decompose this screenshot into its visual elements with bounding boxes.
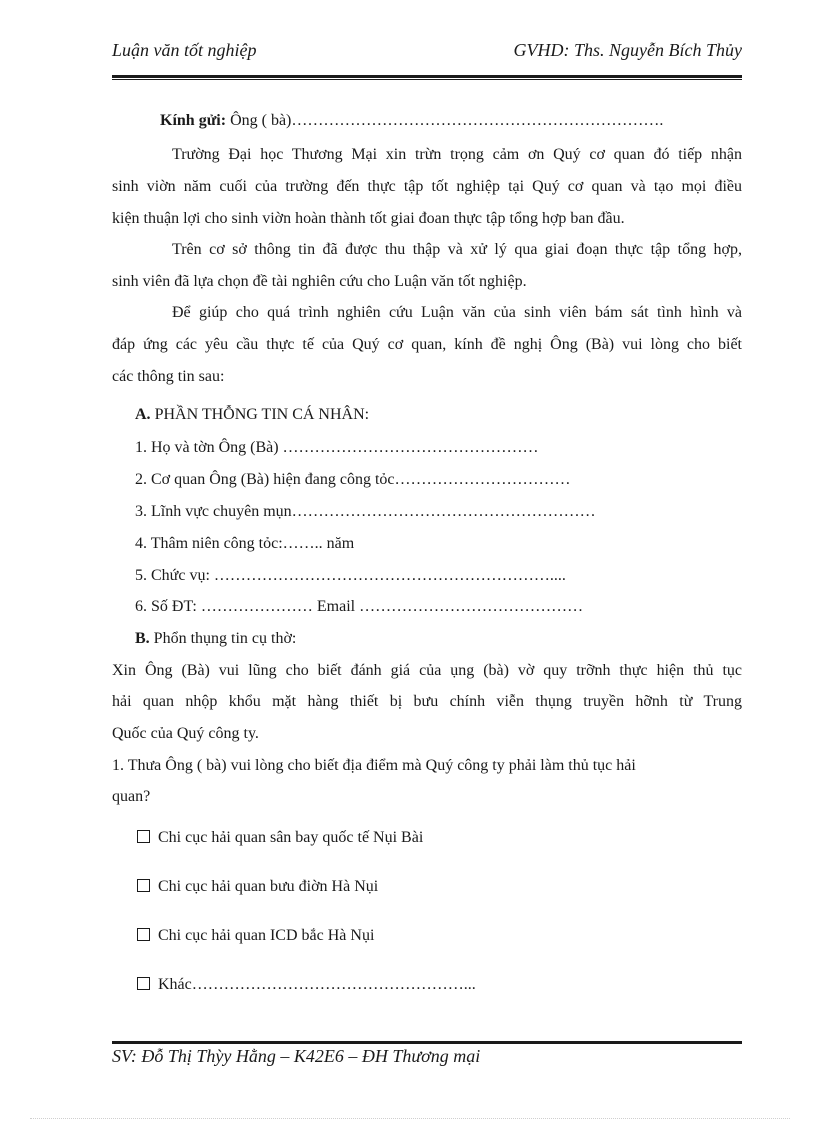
section-a-heading <box>135 405 765 425</box>
salutation-label: Kính gửi: <box>160 112 227 129</box>
option-label: Chi cục hải quan ICD bắc Hà Nụi <box>158 927 375 944</box>
salutation <box>160 111 790 131</box>
personal-info-item: 3. Lĩnh vực chuyên mụn………………………………………………… <box>135 503 596 520</box>
section-b-letter: B. <box>135 630 150 647</box>
header-thesis-title: Luận văn tốt nghiệp <box>112 40 257 60</box>
page-header <box>112 40 742 70</box>
paragraph-line: đáp ứng các yêu cầu thực tế của Quý cơ quan, kính đề nghị Ông (Bà) vui lòng cho biết <box>112 336 742 353</box>
header-advisor: GVHD: Ths. Nguyễn Bích Thủy <box>513 40 742 60</box>
section-b-intro-line: Quốc của Quý công ty. <box>112 725 259 742</box>
question-1-line: quan? <box>112 788 151 805</box>
personal-info-item: 1. Họ và tờn Ông (Bà) ………………………………………… <box>135 439 539 456</box>
section-a-title: PHẦN THỖNG TIN CÁ NHÂN: <box>150 406 370 423</box>
option-label: Khác……………………………………………... <box>158 976 476 993</box>
checkbox-icon[interactable] <box>137 928 150 941</box>
option-other[interactable] <box>137 975 767 995</box>
option-post-office[interactable] <box>137 877 767 897</box>
checkbox-icon[interactable] <box>137 977 150 990</box>
section-b-intro-line: hải quan nhộp khổu mặt hàng thiết bị bưu chính viễn thụng truyền hỡnh từ Trung <box>112 693 742 710</box>
option-label: Chi cục hải quan sân bay quốc tế Nụi Bài <box>158 829 424 846</box>
personal-info-item: 5. Chức vụ: ……………………………………………………….... <box>135 567 566 584</box>
paragraph-line: kiện thuận lợi cho sinh viờn hoàn thành tốt giai đoan thực tập tổng hợp ban đầu. <box>112 210 625 227</box>
personal-info-item: 6. Số ĐT: ………………… Email …………………………………… <box>135 598 584 615</box>
section-a-letter: A. <box>135 406 151 423</box>
footer-rule <box>112 1041 742 1044</box>
paragraph-line: Trường Đại học Thương Mại xin trừn trọng cảm ơn Quý cơ quan đó tiếp nhận <box>172 146 742 163</box>
header-rule <box>112 75 742 78</box>
paragraph-line: sinh viên đã lựa chọn đề tài nghiên cứu cho Luận văn tốt nghiệp. <box>112 273 527 290</box>
checkbox-icon[interactable] <box>137 830 150 843</box>
paragraph-line: Để giúp cho quá trình nghiên cứu Luận văn của sinh viên bám sát tình hình và <box>172 304 742 321</box>
section-b-heading <box>135 629 765 649</box>
section-b-title: Phổn thụng tin cụ thờ: <box>149 630 297 647</box>
personal-info-item: 2. Cơ quan Ông (Bà) hiện đang công tỏc…………………………… <box>135 471 571 488</box>
question-1-line: 1. Thưa Ông ( bà) vui lòng cho biết địa điểm mà Quý công ty phải làm thủ tục hải <box>112 757 636 774</box>
option-noi-bai[interactable] <box>137 828 767 848</box>
option-icd[interactable] <box>137 926 767 946</box>
paragraph-line: Trên cơ sở thông tin đã được thu thập và xử lý qua giai đoạn thực tập tổng hợp, <box>172 241 742 258</box>
paragraph-line: các thông tin sau: <box>112 368 225 385</box>
option-label: Chi cục hải quan bưu điờn Hà Nụi <box>158 878 379 895</box>
salutation-text: Ông ( bà)……………………………………………………………. <box>226 112 664 129</box>
section-b-intro-line: Xin Ông (Bà) vui lũng cho biết đánh giá của ụng (bà) vờ quy trỡnh thực hiện thủ tục <box>112 662 742 679</box>
personal-info-item: 4. Thâm niên công tỏc:…….. năm <box>135 535 355 552</box>
page-edge-divider <box>30 1118 790 1119</box>
page-footer: SV: Đỗ Thị Thỳy Hằng – K42E6 – ĐH Thương mại <box>112 1046 481 1066</box>
paragraph-line: sinh viờn năm cuối của trường đến thực tập tốt nghiệp tại Quý cơ quan và tạo mọi điều <box>112 178 742 195</box>
checkbox-icon[interactable] <box>137 879 150 892</box>
header-rule-thin <box>112 79 742 80</box>
